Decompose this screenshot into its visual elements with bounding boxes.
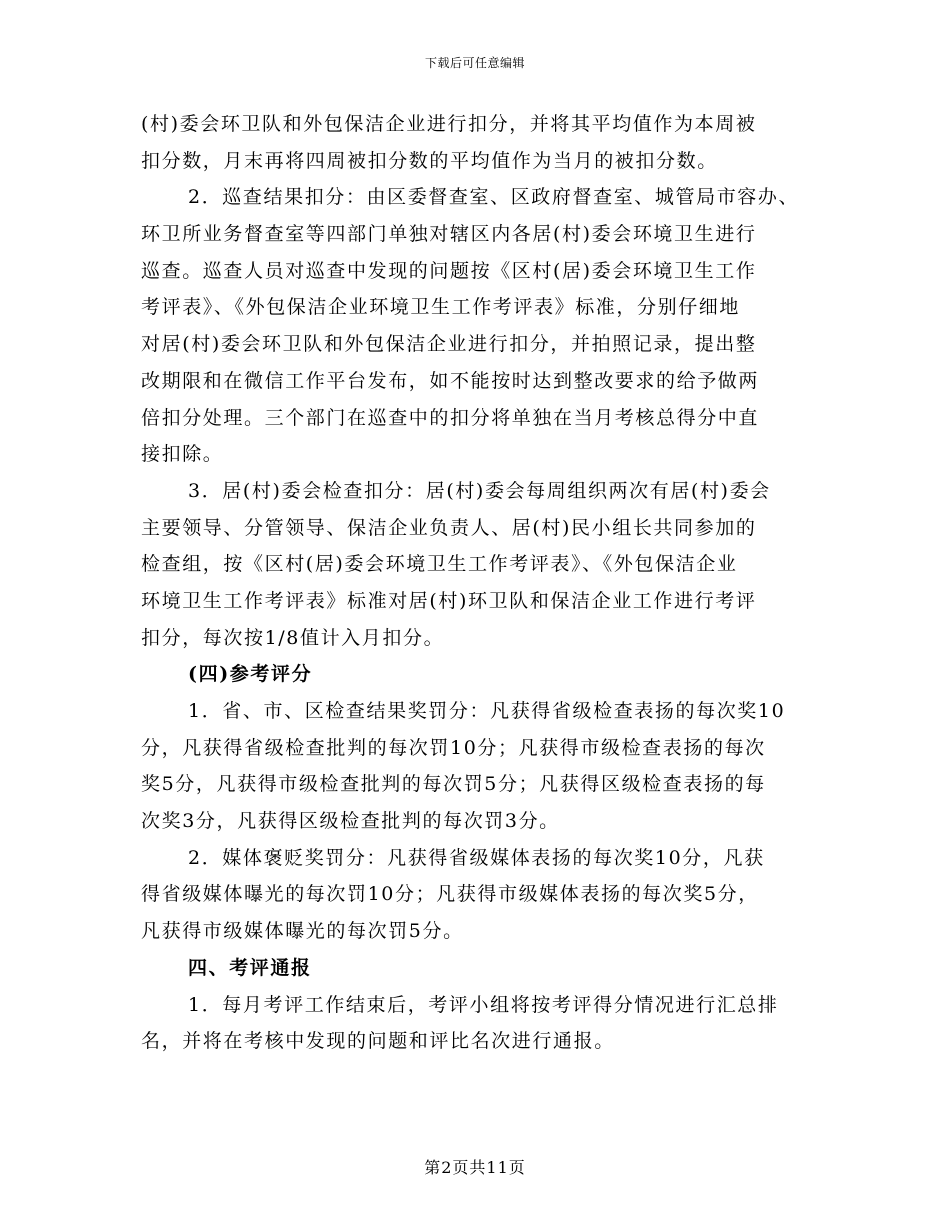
paragraph-line: 次奖3分，凡获得区级检查批判的每次罚3分。 <box>141 810 560 833</box>
paragraph-line: 巡查。巡查人员对巡查中发现的问题按《区村(居)委会环境卫生工作 <box>141 259 757 282</box>
paragraph-line: 2．媒体褒贬奖罚分：凡获得省级媒体表扬的每次奖10分，凡获 <box>188 846 765 869</box>
section-heading: 四、考评通报 <box>188 956 312 979</box>
paragraph-line: 扣分，每次按1/8值计入月扣分。 <box>141 626 445 649</box>
paragraph-line: 主要领导、分管领导、保洁企业负责人、居(村)民小组长共同参加的 <box>141 516 757 539</box>
paragraph-line: 对居(村)委会环卫队和外包保洁企业进行扣分，并拍照记录，提出整 <box>141 333 757 356</box>
paragraph-line: 接扣除。 <box>141 443 224 466</box>
paragraph-line: (村)委会环卫队和外包保洁企业进行扣分，并将其平均值作为本周被 <box>141 113 757 135</box>
paragraph-line: 2．巡查结果扣分：由区委督查室、区政府督查室、城管局市容办、 <box>188 186 800 209</box>
page-header: 下载后可任意编辑 <box>424 56 525 70</box>
paragraph-line: 凡获得市级媒体曝光的每次罚5分。 <box>141 920 464 943</box>
paragraph-line: 1．每月考评工作结束后，考评小组将按考评得分情况进行汇总排 <box>188 993 779 1016</box>
paragraph-line: 分，凡获得省级检查批判的每次罚10分；凡获得市级检查表扬的每次 <box>141 736 766 759</box>
paragraph-line: 1．省、市、区检查结果奖罚分：凡获得省级检查表扬的每次奖10 <box>188 700 786 722</box>
section-heading: (四)参考评分 <box>188 663 313 686</box>
paragraph-line: 扣分数，月末再将四周被扣分数的平均值作为当月的被扣分数。 <box>141 149 718 172</box>
paragraph-line: 倍扣分处理。三个部门在巡查中的扣分将单独在当月考核总得分中直 <box>141 406 760 429</box>
paragraph-line: 考评表》、《外包保洁企业环境卫生工作考评表》标准，分别仔细地 <box>141 296 741 319</box>
page-footer: 第2页共11页 <box>424 1158 526 1177</box>
paragraph-line: 奖5分，凡获得市级检查批判的每次罚5分；凡获得区级检查表扬的每 <box>141 773 766 796</box>
paragraph-line: 得省级媒体曝光的每次罚10分；凡获得市级媒体表扬的每次奖5分， <box>141 883 759 906</box>
paragraph-line: 名，并将在考核中发现的问题和评比名次进行通报。 <box>141 1030 615 1053</box>
paragraph-line: 改期限和在微信工作平台发布，如不能按时达到整改要求的给予做两 <box>141 369 760 392</box>
paragraph-line: 环境卫生工作考评表》标准对居(村)环卫队和保洁企业工作进行考评 <box>141 589 757 612</box>
paragraph-line: 3．居(村)委会检查扣分：居(村)委会每周组织两次有居(村)委会 <box>188 479 771 502</box>
paragraph-line: 检查组，按《区村(居)委会环境卫生工作考评表》、《外包保洁企业 <box>141 553 738 576</box>
document-body <box>141 106 821 1060</box>
paragraph-line: 环卫所业务督查室等四部门单独对辖区内各居(村)委会环境卫生进行 <box>141 223 757 246</box>
